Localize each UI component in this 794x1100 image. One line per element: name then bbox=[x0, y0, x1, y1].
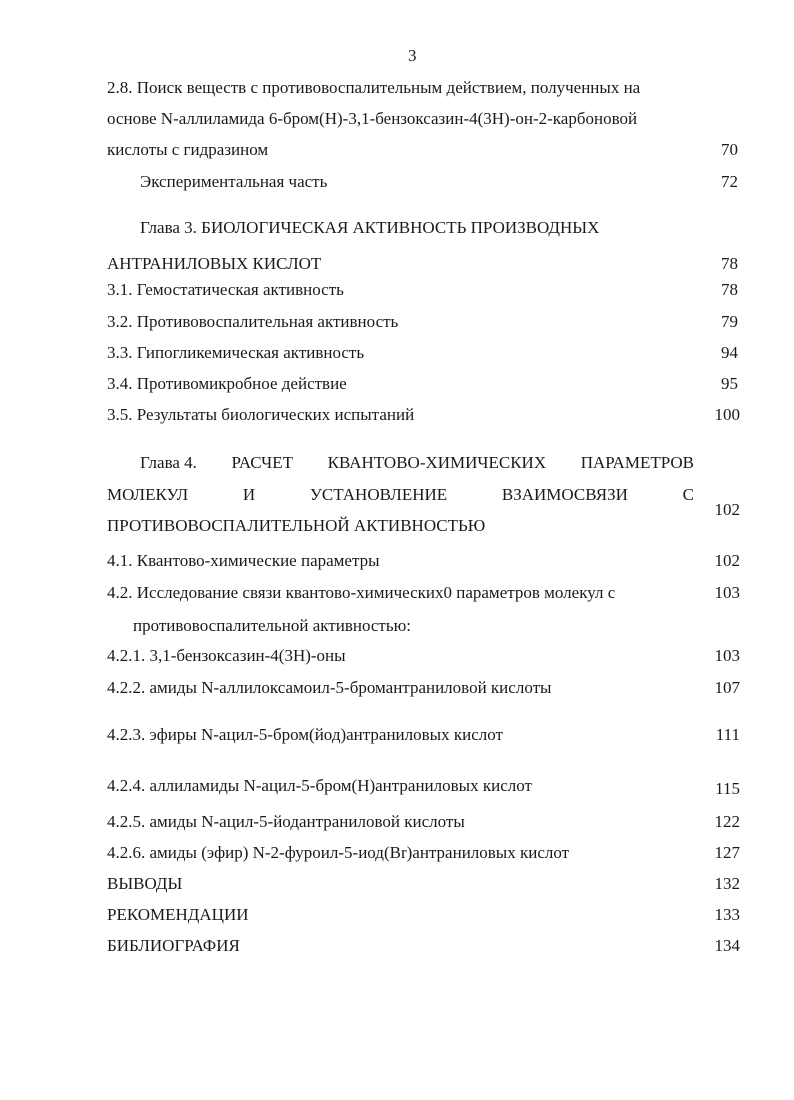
toc-chapter-4-page: 102 bbox=[714, 500, 740, 519]
toc-4-2-line2: противовоспалительной активностью: bbox=[133, 616, 412, 635]
toc-chapter-4-line3: ПРОТИВОВОСПАЛИТЕЛЬНОЙ АКТИВНОСТЬЮ bbox=[107, 516, 486, 535]
ch4-word: ВЗАИМОСВЯЗИ bbox=[501, 485, 628, 504]
toc-2-8-line1: 2.8. Поиск веществ с противовоспалительным действием, полученных на bbox=[107, 78, 641, 97]
toc-3-2-label: 3.2. Противовоспалительная активность bbox=[107, 312, 399, 331]
toc-4-2-1-page: 103 bbox=[714, 646, 740, 665]
toc-2-8-line2: основе N-аллиламида 6-бром(Н)-3,1-бензоксазин-4(3Н)-он-2-карбоновой bbox=[107, 109, 638, 128]
ch4-word: С bbox=[682, 485, 694, 504]
toc-3-1-label: 3.1. Гемостатическая активность bbox=[107, 280, 344, 299]
toc-4-2-5-label: 4.2.5. амиды N-ацил-5-йодантраниловой кислоты bbox=[107, 812, 465, 831]
toc-3-4-label: 3.4. Противомикробное действие bbox=[107, 374, 347, 393]
toc-4-2-5-page: 122 bbox=[714, 812, 740, 831]
toc-4-2-2-page: 107 bbox=[714, 678, 740, 697]
ch4-word: УСТАНОВЛЕНИЕ bbox=[309, 485, 448, 504]
toc-4-2-4-label: 4.2.4. аллиламиды N-ацил-5-бром(Н)антраниловых кислот bbox=[107, 776, 532, 795]
ch4-word: РАСЧЕТ bbox=[231, 453, 293, 472]
ch4-word: Глава 4. bbox=[140, 453, 197, 472]
ch4-word: ПАРАМЕТРОВ bbox=[580, 453, 694, 472]
toc-4-1-label: 4.1. Квантово-химические параметры bbox=[107, 551, 380, 570]
toc-3-1-page: 78 bbox=[721, 280, 738, 299]
toc-4-2-1-label: 4.2.1. 3,1-бензоксазин-4(3Н)-оны bbox=[107, 646, 346, 665]
toc-2-8-page: 70 bbox=[721, 140, 738, 159]
toc-chapter-4-line2 bbox=[107, 485, 694, 505]
toc-4-2-6-page: 127 bbox=[714, 843, 740, 862]
toc-recommendations-page: 133 bbox=[714, 905, 740, 924]
page-number: 3 bbox=[408, 46, 417, 65]
toc-conclusions-label: ВЫВОДЫ bbox=[107, 874, 183, 893]
toc-bibliography-label: БИБЛИОГРАФИЯ bbox=[107, 936, 240, 955]
toc-3-3-page: 94 bbox=[721, 343, 738, 362]
toc-experimental-page: 72 bbox=[721, 172, 738, 191]
toc-chapter-3-page: 78 bbox=[721, 254, 738, 273]
toc-4-2-3-label: 4.2.3. эфиры N-ацил-5-бром(йод)антраниловых кислот bbox=[107, 725, 503, 744]
toc-conclusions-page: 132 bbox=[714, 874, 740, 893]
toc-chapter-3-line1: Глава 3. БИОЛОГИЧЕСКАЯ АКТИВНОСТЬ ПРОИЗВОДНЫХ bbox=[140, 218, 600, 237]
toc-experimental-label: Экспериментальная часть bbox=[140, 172, 328, 191]
toc-2-8-line3: кислоты с гидразином bbox=[107, 140, 269, 159]
toc-4-2-page: 103 bbox=[714, 583, 740, 602]
toc-4-2-line1: 4.2. Исследование связи квантово-химических0 параметров молекул с bbox=[107, 583, 616, 602]
toc-3-4-page: 95 bbox=[721, 374, 738, 393]
toc-3-3-label: 3.3. Гипогликемическая активность bbox=[107, 343, 365, 362]
toc-3-5-page: 100 bbox=[714, 405, 740, 424]
ch4-word: МОЛЕКУЛ bbox=[107, 485, 189, 504]
toc-chapter-3-line2: АНТРАНИЛОВЫХ КИСЛОТ bbox=[107, 254, 322, 273]
toc-4-1-page: 102 bbox=[714, 551, 740, 570]
toc-3-5-label: 3.5. Результаты биологических испытаний bbox=[107, 405, 415, 424]
toc-4-2-2-label: 4.2.2. амиды N-аллилоксамоил-5-бромантраниловой кислоты bbox=[107, 678, 552, 697]
toc-4-2-3-page: 111 bbox=[715, 725, 740, 744]
toc-4-2-6-label: 4.2.6. амиды (эфир) N-2-фуроил-5-иод(Br)антраниловых кислот bbox=[107, 843, 570, 862]
toc-bibliography-page: 134 bbox=[714, 936, 740, 955]
ch4-word: И bbox=[242, 485, 256, 504]
toc-4-2-4-page: 115 bbox=[715, 779, 740, 798]
toc-chapter-4-line1 bbox=[140, 453, 694, 473]
toc-recommendations-label: РЕКОМЕНДАЦИИ bbox=[107, 905, 249, 924]
ch4-word: КВАНТОВО-ХИМИЧЕСКИХ bbox=[327, 453, 547, 472]
toc-3-2-page: 79 bbox=[721, 312, 738, 331]
